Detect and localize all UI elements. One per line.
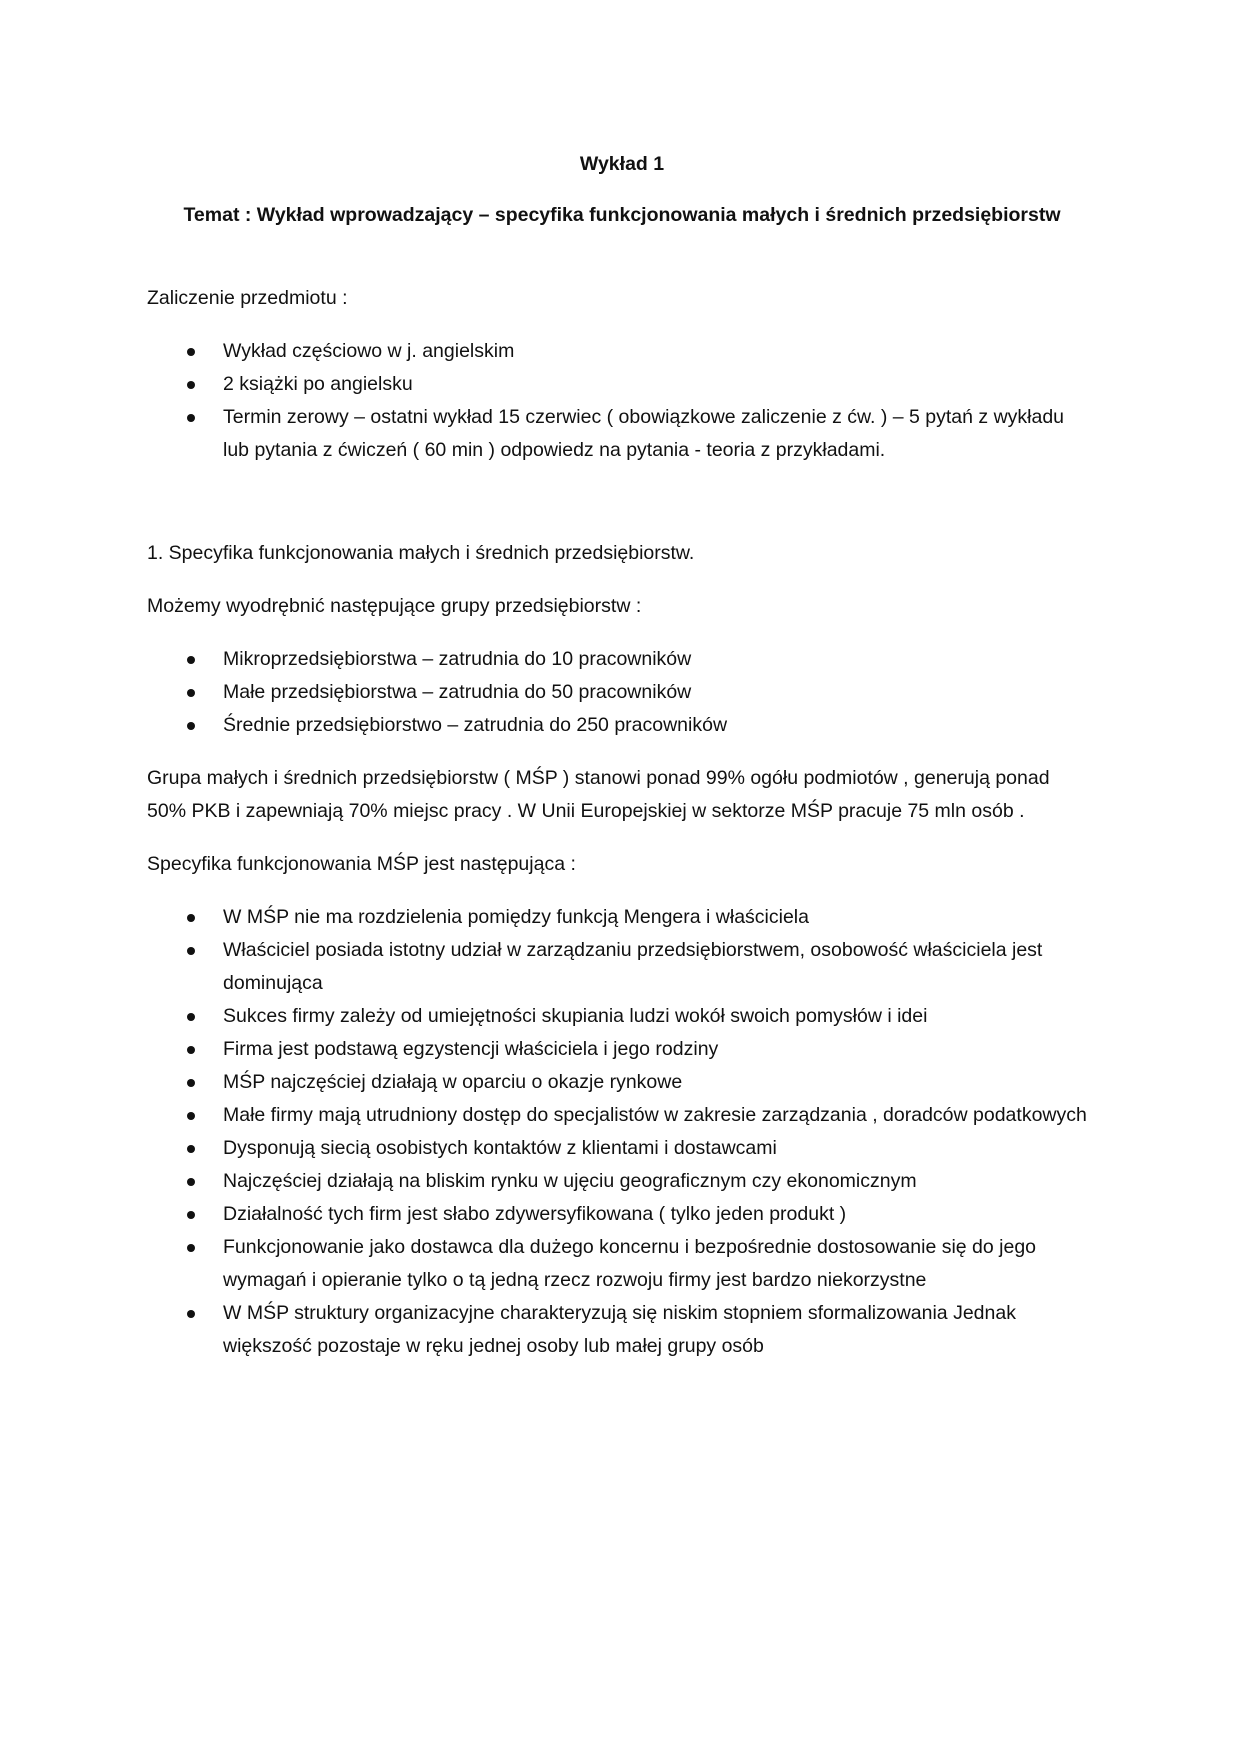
list-item: 2 książki po angielsku [147,368,1087,401]
list-item: Działalność tych firm jest słabo zdywersyfikowana ( tylko jeden produkt ) [147,1198,1087,1231]
grading-list [147,335,1087,467]
specifics-intro: Specyfika funkcjonowania MŚP jest następująca : [147,853,576,875]
document-content [147,148,1087,1363]
list-item: Dysponują siecią osobistych kontaktów z klientami i dostawcami [147,1132,1087,1165]
section-heading: 1. Specyfika funkcjonowania małych i średnich przedsiębiorstw. [147,542,695,564]
list-item: Firma jest podstawą egzystencji właściciela i jego rodziny [147,1033,1087,1066]
list-item: Wykład częściowo w j. angielskim [147,335,1087,368]
grading-heading: Zaliczenie przedmiotu : [147,287,348,309]
list-item: W MŚP nie ma rozdzielenia pomiędzy funkcją Mengera i właściciela [147,901,1087,934]
document-subject: Temat : Wykład wprowadzający – specyfika funkcjonowania małych i średnich przedsiębiorstw [183,204,1061,226]
list-item: MŚP najczęściej działają w oparciu o okazje rynkowe [147,1066,1087,1099]
list-item: Małe przedsiębiorstwa – zatrudnia do 50 pracowników [147,676,1087,709]
list-item: Właściciel posiada istotny udział w zarządzaniu przedsiębiorstwem, osobowość właściciela jest dominująca [147,934,1087,1000]
list-item: Najczęściej działają na bliskim rynku w ujęciu geograficznym czy ekonomicznym [147,1165,1087,1198]
document-title: Wykład 1 [579,153,665,175]
list-item: Funkcjonowanie jako dostawca dla dużego koncernu i bezpośrednie dostosowanie się do jego wymagań i opieranie tylko o tą jedną rzecz rozwoju firmy jest bardzo niekorzystne [147,1231,1087,1297]
groups-intro: Możemy wyodrębnić następujące grupy przedsiębiorstw : [147,595,642,617]
specifics-list [147,901,1087,1363]
groups-list [147,643,1087,742]
list-item: Termin zerowy – ostatni wykład 15 czerwiec ( obowiązkowe zaliczenie z ćw. ) – 5 pytań z wykładu lub pytania z ćwiczeń ( 60 min ) odpowiedz na pytania - teoria z przykładami. [147,401,1087,467]
list-item: W MŚP struktury organizacyjne charakteryzują się niskim stopniem sformalizowania Jednak większość pozostaje w ręku jednej osoby lub małej grupy osób [147,1297,1087,1363]
list-item: Średnie przedsiębiorstwo – zatrudnia do 250 pracowników [147,709,1087,742]
list-item: Sukces firmy zależy od umiejętności skupiania ludzi wokół swoich pomysłów i idei [147,1000,1087,1033]
list-item: Małe firmy mają utrudniony dostęp do specjalistów w zakresie zarządzania , doradców podatkowych [147,1099,1087,1132]
list-item: Mikroprzedsiębiorstwa – zatrudnia do 10 pracowników [147,643,1087,676]
msp-paragraph: Grupa małych i średnich przedsiębiorstw ( MŚP ) stanowi ponad 99% ogółu podmiotów , generują ponad 50% PKB i zapewniają 70% miejsc pracy . W Unii Europejskiej w sektorze MŚP pracuje 75 mln osób . [147,767,1050,822]
